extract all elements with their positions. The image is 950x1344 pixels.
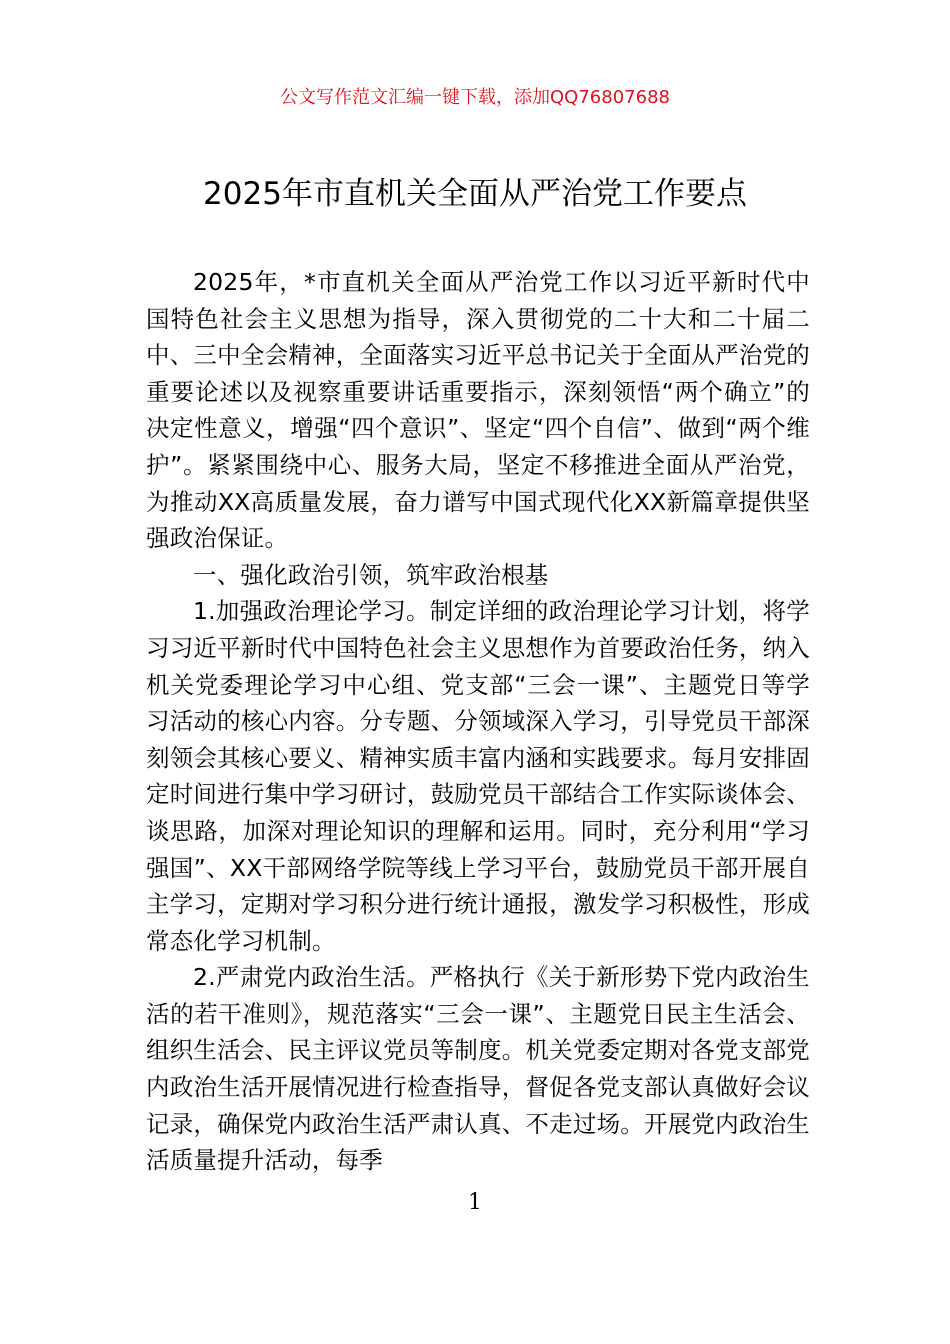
page-number: 1 (468, 1190, 482, 1215)
paragraph-item-1: 1.加强政治理论学习。制定详细的政治理论学习计划，将学习习近平新时代中国特色社会主义思想作为首要政治任务，纳入机关党委理论学习中心组、党支部“三会一课”、主题党日等学习活动的核心内容。分专题、分领域深入学习，引导党员干部深刻领会其核心要义、精神实质丰富内涵和实践要求。每月安排固定时间进行集中学习研讨，鼓励党员干部结合工作实际谈体会、谈思路，加深对理论知识的理解和运用。同时，充分利用“学习强国”、XX干部网络学院等线上学习平台，鼓励党员干部开展自主学习，定期对学习积分进行统计通报，激发学习积极性，形成常态化学习机制。 (146, 597, 810, 955)
download-watermark: 公文写作范文汇编一键下载，添加QQ76807688 (280, 87, 670, 108)
paragraph-intro: 2025年，*市直机关全面从严治党工作以习近平新时代中国特色社会主义思想为指导，深入贯彻党的二十大和二十届二中、三中全会精神，全面落实习近平总书记关于全面从严治党的重要论述以及视察重要讲话重要指示，深刻领悟“两个确立”的决定性意义，增强“四个意识”、坚定“四个自信”、做到“两个维护”。紧紧围绕中心、服务大局，坚定不移推进全面从严治党，为推动XX高质量发展，奋力谱写中国式现代化XX新篇章提供坚强政治保证。 (146, 268, 810, 553)
section-heading-1: 一、强化政治引领，筑牢政治根基 (193, 560, 549, 589)
paragraph-item-2: 2.严肃党内政治生活。严格执行《关于新形势下党内政治生活的若干准则》，规范落实“三会一课”、主题党日民主生活会、组织生活会、民主评议党员等制度。机关党委定期对各党支部党内政治生活开展情况进行检查指导，督促各党支部认真做好会议记录，确保党内政治生活严肃认真、不走过场。开展党内政治生活质量提升活动，每季 (146, 963, 810, 1175)
document-body (146, 264, 810, 1179)
page-title: 2025年市直机关全面从严治党工作要点 (203, 176, 747, 212)
